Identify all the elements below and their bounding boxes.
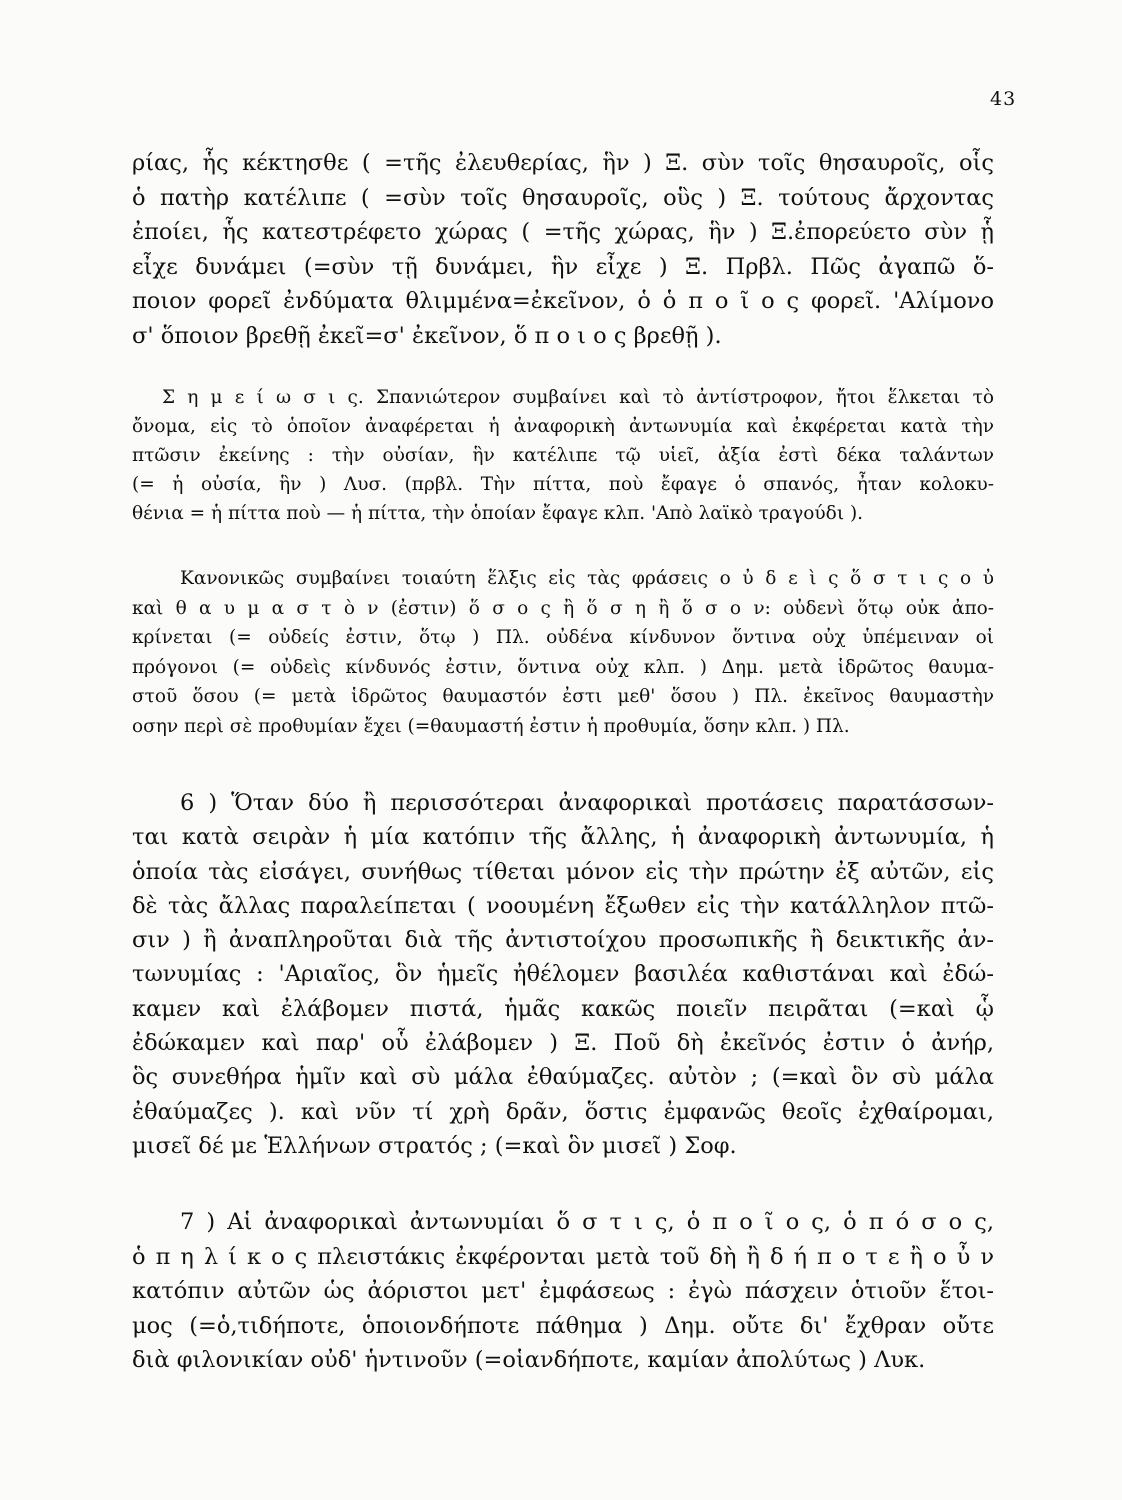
text-line: (= ἡ οὐσία, ἣν ) Λυσ. (πρβλ. Τὴν πίττα, ποὺ ἔφαγε ὁ σπανός, ἦταν κολοκυ- <box>132 474 994 495</box>
text-line: οσην περὶ σὲ προθυμίαν ἔχει (=θαυμαστή ἐστιν ἡ προθυμία, ὅσην κλπ. ) Πλ. <box>132 715 850 737</box>
text-line: δὲ τὰς ἄλλας παραλείπεται ( νοουμένη ἔξωθεν εἰς τὴν κατάλληλον πτῶ- <box>132 892 994 919</box>
note-inverse-attraction <box>132 383 994 528</box>
paragraph-6-coordinated-relatives <box>132 786 994 1163</box>
text-line: ται κατὰ σειρὰν ἡ μία κατόπιν τῆς ἄλλης, ἡ ἀναφορικὴ ἀντωνυμία, ἡ <box>132 824 994 851</box>
note-label: Σ η μ ε ί ω σ ι ς. <box>162 387 364 408</box>
text-line: ὁποία τὰς εἰσάγει, συνήθως τίθεται μόνον εἰς τὴν πρώτην ἐξ αὐτῶν, εἰς <box>132 858 994 885</box>
text-line: 6 ) Ὅταν δύο ἢ περισσότεραι ἀναφορικαὶ προτάσεις παρατάσσων- <box>180 790 994 816</box>
text-line: σ' ὅποιον βρεθῇ ἐκεῖ=σ' ἐκεῖνον, ὅ π ο ι ο ς βρεθῇ ). <box>132 322 722 349</box>
text-line: ἐθαύμαζες ). καὶ νῦν τί χρὴ δρᾶν, ὅστις ἐμφανῶς θεοῖς ἐχθαίρομαι, <box>132 1098 994 1125</box>
text-line: μος (=ὁ,τιδήποτε, ὁποιονδήποτε πάθημα ) Δημ. οὔτε δι' ἔχθραν οὔτε <box>132 1312 994 1339</box>
text-line: κρίνεται (= οὐδείς ἐστιν, ὅτῳ ) Πλ. οὐδένα κίνδυνον ὅντινα οὐχ ὑπέμειναν οἱ <box>132 627 994 648</box>
text-line: καμεν καὶ ἐλάβομεν πιστά, ἡμᾶς κακῶς ποιεῖν πειρᾶται (=καὶ ᾧ <box>132 995 994 1022</box>
text-line: ποιον φορεῖ ἐνδύματα θλιμμένα=ἐκεῖνον, ὁ ὁ π ο ῖ ο ς φορεῖ. 'Αλίμονο <box>132 288 994 315</box>
text-line: ἐδώκαμεν καὶ παρ' οὗ ἐλάβομεν ) Ξ. Ποῦ δὴ ἐκεῖνός ἐστιν ὁ ἀνήρ, <box>132 1030 994 1057</box>
text-line: ὁ π η λ ί κ ο ς πλειστάκις ἐκφέρονται μετὰ τοῦ δὴ ἢ δ ή π ο τ ε ἢ ο ὖ ν <box>132 1243 994 1270</box>
text-line: τωνυμίας : 'Αριαῖος, ὃν ἡμεῖς ἠθέλομεν βασιλέα καθιστάναι καὶ ἐδώ- <box>132 961 994 988</box>
paragraph-relative-attraction <box>132 146 994 354</box>
text-line: καὶ θ α υ μ α σ τ ὸ ν (ἐστιν) ὅ σ ο ς ἢ ὅ σ η ἢ ὅ σ ο ν: οὐδενὶ ὅτῳ οὐκ ἀπο- <box>132 597 994 619</box>
text-line: μισεῖ δέ με Ἑλλήνων στρατός ; (=καὶ ὃν μισεῖ ) Σοφ. <box>132 1132 737 1159</box>
text-line: εἶχε δυνάμει (=σὺν τῇ δυνάμει, ἣν εἶχε ) Ξ. Πρβλ. Πῶς ἀγαπῶ ὅ- <box>132 253 994 280</box>
text-line: 7 ) Αἱ ἀναφορικαὶ ἀντωνυμίαι ὅ σ τ ι ς, ὁ π ο ῖ ο ς, ὁ π ό σ ο ς, <box>180 1209 994 1235</box>
note-regular-attraction <box>132 564 994 741</box>
text-line: ὁ πατὴρ κατέλιπε ( =σὺν τοῖς θησαυροῖς, οὓς ) Ξ. τούτους ἄρχοντας <box>132 184 994 211</box>
note-first-line-text: Σπανιώτερον συμβαίνει καὶ τὸ ἀντίστροφον, ἤτοι ἕλκεται τὸ <box>375 387 994 408</box>
text-line: ὄνομα, εἰς τὸ ὁποῖον ἀναφέρεται ἡ ἀναφορικὴ ἀντωνυμία καὶ ἐκφέρεται κατὰ τὴν <box>132 416 994 437</box>
text-line: σιν ) ἢ ἀναπληροῦται διὰ τῆς ἀντιστοίχου προσωπικῆς ἢ δεικτικῆς ἀν- <box>132 927 994 954</box>
text-line: ἐποίει, ἧς κατεστρέφετο χώρας ( =τῆς χώρας, ἣν ) Ξ.ἐπορεύετο σὺν ᾗ <box>132 219 994 246</box>
text-line: θένια = ἡ πίττα ποὺ — ἡ πίττα, τὴν ὁποίαν ἔφαγε κλπ. 'Απὸ λαϊκὸ τραγούδι ). <box>132 503 864 524</box>
text-line: πρόγονοι (= οὐδεὶς κίνδυνός ἐστιν, ὅντινα οὐχ κλπ. ) Δημ. μετὰ ἱδρῶτος θαυμα- <box>132 656 994 678</box>
text-line: Κανονικῶς συμβαίνει τοιαύτη ἕλξις εἰς τὰς φράσεις ο ὐ δ ε ὶ ς ὅ σ τ ι ς ο ὐ <box>180 568 994 589</box>
page-number: 43 <box>990 88 1017 110</box>
text-line: στοῦ ὅσου (= μετὰ ἱδρῶτος θαυμαστόν ἐστι μεθ' ὅσου ) Πλ. ἐκεῖνος θαυμαστὴν <box>132 686 994 707</box>
text-line: διὰ φιλονικίαν οὐδ' ἡντινοῦν (=οἱανδήποτε, καμίαν ἀπολύτως ) Λυκ. <box>132 1347 926 1373</box>
text-line: ρίας, ἧς κέκτησθε ( =τῆς ἐλευθερίας, ἣν ) Ξ. σὺν τοῖς θησαυροῖς, οἷς <box>132 150 994 176</box>
text-line: πτῶσιν ἐκείνης : τὴν οὐσίαν, ἣν κατέλιπε τῷ υἱεῖ, ἀξία ἐστὶ δέκα ταλάντων <box>132 445 994 466</box>
text-line: ὃς συνεθήρα ἡμῖν καὶ σὺ μάλα ἐθαύμαζες. αὐτὸν ; (=καὶ ὃν σὺ μάλα <box>132 1064 994 1091</box>
text-line: κατόπιν αὐτῶν ὡς ἀόριστοι μετ' ἐμφάσεως : ἐγὼ πάσχειν ὁτιοῦν ἕτοι- <box>132 1278 994 1304</box>
note-first-line <box>132 383 994 412</box>
paragraph-7-indefinite-relatives <box>132 1205 994 1378</box>
